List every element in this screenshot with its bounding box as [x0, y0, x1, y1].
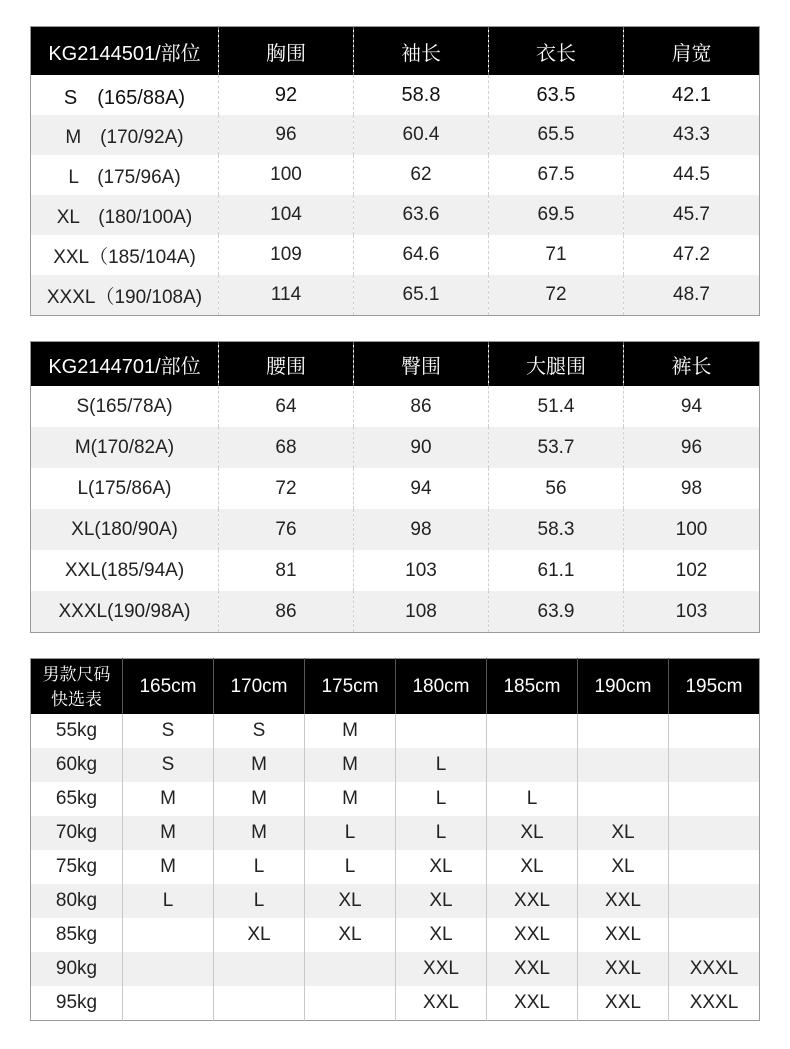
size-cell: S: [214, 714, 305, 748]
value-cell: 100: [219, 155, 354, 195]
table-row: [31, 986, 760, 1021]
size-cell: [214, 952, 305, 986]
table-row: [31, 468, 760, 509]
table-row: [31, 235, 760, 275]
weight-cell: 75kg: [31, 850, 123, 884]
value-cell: 51.4: [489, 386, 624, 427]
size-cell: XL: [396, 850, 487, 884]
size-cell: L: [305, 816, 396, 850]
value-cell: 102: [675, 559, 708, 581]
value-cell: 72: [489, 275, 624, 316]
height-header: 175cm: [305, 659, 396, 715]
table-row: [31, 850, 760, 884]
size-cell: [578, 748, 669, 782]
weight-cell: 65kg: [31, 782, 123, 816]
value-cell: 58.8: [354, 75, 489, 115]
table-row: [31, 386, 760, 427]
header-cell: 大腿围: [489, 342, 624, 387]
header-cell: 肩宽: [624, 27, 760, 76]
value-cell: 98: [354, 509, 489, 550]
quick-size-table: [30, 658, 760, 1021]
size-cell: XXL: [487, 986, 578, 1021]
height-header: 165cm: [123, 659, 214, 715]
value-cell: 103: [354, 550, 489, 591]
size-cell: XL: [578, 850, 669, 884]
size-cell: S (165/88A): [31, 75, 219, 115]
size-cell: XL(180/90A): [31, 509, 219, 550]
value-cell: 64: [219, 386, 354, 427]
size-cell: XXL: [578, 952, 669, 986]
size-cell: L (175/96A): [31, 155, 219, 195]
value-cell: 68: [219, 427, 354, 468]
size-cell: [123, 986, 214, 1021]
value-cell: 94: [680, 395, 703, 417]
weight-cell: 60kg: [31, 748, 123, 782]
size-cell: [123, 918, 214, 952]
header-cell: 臀围: [354, 342, 489, 387]
size-cell: L: [214, 884, 305, 918]
table-row: [31, 782, 760, 816]
size-cell: [123, 952, 214, 986]
value-cell: 43.3: [624, 115, 760, 155]
table-row: [31, 75, 760, 115]
table-row: [31, 591, 760, 633]
height-header: 190cm: [578, 659, 669, 715]
size-cell: [669, 918, 760, 952]
size-cell: XXL(185/94A): [31, 550, 219, 591]
header-cell: 衣长: [489, 27, 624, 76]
value-cell: 67.5: [489, 155, 624, 195]
size-cell: XXXL: [669, 952, 760, 986]
size-cell: L: [305, 850, 396, 884]
size-cell: XL: [396, 884, 487, 918]
size-cell: XXL（185/104A): [31, 235, 219, 275]
height-header: 180cm: [396, 659, 487, 715]
table-row: [31, 748, 760, 782]
value-cell: 104: [219, 195, 354, 235]
size-cell: L: [396, 748, 487, 782]
value-cell: 71: [489, 235, 624, 275]
height-header: 170cm: [214, 659, 305, 715]
value-cell: 86: [219, 591, 354, 633]
value-cell: 94: [354, 468, 489, 509]
size-cell: L: [214, 850, 305, 884]
table-row: [31, 427, 760, 468]
value-cell: 58.3: [489, 509, 624, 550]
size-cell: M: [214, 782, 305, 816]
size-cell: [396, 714, 487, 748]
size-cell: XXL: [487, 884, 578, 918]
size-cell: XXL: [396, 986, 487, 1021]
size-cell: [487, 748, 578, 782]
value-cell: 62: [354, 155, 489, 195]
value-cell: 65.1: [354, 275, 489, 316]
table-row: [31, 550, 760, 591]
table-row: [31, 952, 760, 986]
size-cell: S(165/78A): [31, 386, 219, 427]
top-size-header-row: [31, 27, 760, 76]
header-cell: KG2144701/部位: [31, 342, 219, 387]
table-row: [31, 509, 760, 550]
size-cell: XL: [214, 918, 305, 952]
table-row: [31, 275, 760, 316]
size-cell: L: [396, 816, 487, 850]
size-cell: XXXL(190/98A): [31, 591, 219, 633]
size-cell: XL: [487, 850, 578, 884]
value-cell: 64.6: [354, 235, 489, 275]
size-cell: XXL: [396, 952, 487, 986]
size-cell: XL (180/100A): [31, 195, 219, 235]
pants-size-table: [30, 341, 760, 633]
size-cell: [305, 986, 396, 1021]
size-cell: [578, 782, 669, 816]
value-cell: 63.9: [489, 591, 624, 633]
value-cell: 63.6: [354, 195, 489, 235]
size-cell: M: [123, 816, 214, 850]
table-row: [31, 714, 760, 748]
value-cell: 65.5: [489, 115, 624, 155]
value-cell: 47.2: [673, 244, 710, 265]
value-cell: 90: [354, 427, 489, 468]
corner-line: 快选表: [51, 689, 102, 709]
table-row: [31, 195, 760, 235]
size-cell: [669, 714, 760, 748]
value-cell: 63.5: [489, 75, 624, 115]
size-cell: XL: [578, 816, 669, 850]
weight-cell: 90kg: [31, 952, 123, 986]
corner-header: [31, 659, 123, 715]
size-cell: XL: [305, 918, 396, 952]
size-cell: M: [305, 782, 396, 816]
value-cell: 42.1: [672, 83, 711, 106]
size-cell: M: [305, 748, 396, 782]
weight-cell: 95kg: [31, 986, 123, 1021]
value-cell: 60.4: [354, 115, 489, 155]
size-cell: M: [214, 816, 305, 850]
size-cell: S: [123, 714, 214, 748]
value-cell: 109: [219, 235, 354, 275]
size-cell: M: [123, 850, 214, 884]
size-cell: [578, 714, 669, 748]
size-cell: [669, 850, 760, 884]
table-row: [31, 155, 760, 195]
size-cell: M (170/92A): [31, 115, 219, 155]
height-header: 195cm: [669, 659, 760, 715]
size-cell: XXL: [487, 952, 578, 986]
size-cell: L(175/86A): [31, 468, 219, 509]
quick-size-header-row: [31, 659, 760, 715]
size-cell: M: [305, 714, 396, 748]
size-cell: XL: [305, 884, 396, 918]
size-cell: [669, 748, 760, 782]
size-cell: M: [214, 748, 305, 782]
size-cell: [669, 782, 760, 816]
weight-cell: 85kg: [31, 918, 123, 952]
table-row: [31, 115, 760, 155]
size-cell: XXXL（190/108A): [31, 275, 219, 316]
size-cell: L: [487, 782, 578, 816]
header-cell: KG2144501/部位: [31, 27, 219, 76]
size-cell: [487, 714, 578, 748]
size-cell: S: [123, 748, 214, 782]
weight-cell: 70kg: [31, 816, 123, 850]
value-cell: 108: [354, 591, 489, 633]
value-cell: 114: [219, 275, 354, 316]
size-cell: L: [396, 782, 487, 816]
size-cell: XL: [396, 918, 487, 952]
value-cell: 100: [624, 509, 760, 550]
size-cell: [305, 952, 396, 986]
size-cell: M(170/82A): [31, 427, 219, 468]
size-cell: XXL: [578, 918, 669, 952]
size-cell: [669, 884, 760, 918]
value-cell: 44.5: [673, 164, 710, 185]
value-cell: 96: [624, 427, 760, 468]
table-row: [31, 918, 760, 952]
weight-cell: 55kg: [31, 714, 123, 748]
value-cell: 72: [219, 468, 354, 509]
size-cell: XXL: [578, 986, 669, 1021]
value-cell: 53.7: [489, 427, 624, 468]
corner-line: 男款尺码: [42, 664, 111, 684]
value-cell: 92: [219, 75, 354, 115]
size-cell: [214, 986, 305, 1021]
header-cell: 裤长: [624, 342, 760, 387]
size-cell: XXXL: [689, 992, 739, 1013]
height-header: 185cm: [487, 659, 578, 715]
value-cell: 48.7: [624, 275, 760, 316]
value-cell: 45.7: [624, 195, 760, 235]
size-cell: XXL: [578, 884, 669, 918]
value-cell: 98: [680, 477, 703, 499]
table-row: [31, 884, 760, 918]
value-cell: 103: [624, 591, 760, 633]
value-cell: 61.1: [489, 550, 624, 591]
size-cell: M: [123, 782, 214, 816]
weight-cell: 80kg: [31, 884, 123, 918]
top-size-table: [30, 26, 760, 316]
size-cell: [669, 816, 760, 850]
value-cell: 56: [489, 468, 624, 509]
header-cell: 袖长: [354, 27, 489, 76]
header-cell: 腰围: [219, 342, 354, 387]
size-cell: XXL: [487, 918, 578, 952]
size-cell: XL: [487, 816, 578, 850]
size-cell: L: [123, 884, 214, 918]
value-cell: 81: [219, 550, 354, 591]
value-cell: 76: [219, 509, 354, 550]
pants-size-header-row: [31, 342, 760, 387]
value-cell: 69.5: [489, 195, 624, 235]
value-cell: 86: [354, 386, 489, 427]
header-cell: 胸围: [219, 27, 354, 76]
table-row: [31, 816, 760, 850]
value-cell: 96: [219, 115, 354, 155]
